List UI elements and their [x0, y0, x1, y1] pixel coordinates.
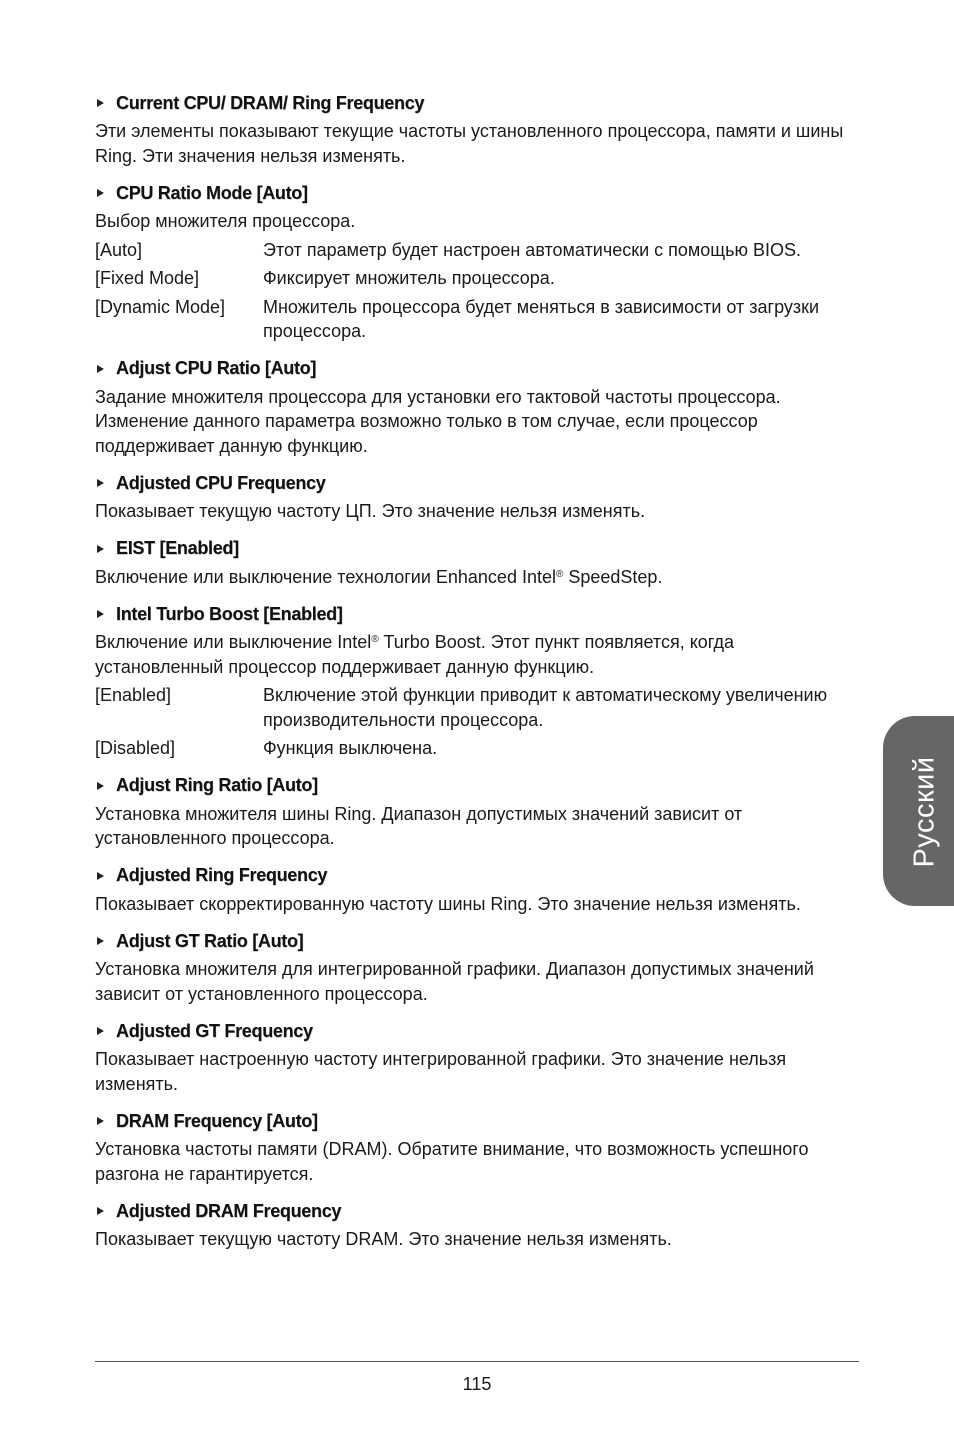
- language-tab-label: Русский: [908, 756, 941, 868]
- page-number: 115: [462, 1374, 492, 1394]
- heading-text: EIST [Enabled]: [116, 538, 239, 558]
- option-value: Этот параметр будет настроен автоматически с помощью BIOS.: [263, 239, 801, 260]
- option-key: [Disabled]: [95, 738, 176, 758]
- option-row: [95, 238, 860, 263]
- section-heading: [95, 537, 860, 561]
- section-heading: [95, 864, 860, 888]
- description-text: SpeedStep.: [563, 566, 663, 587]
- heading-text: Adjust Ring Ratio [Auto]: [116, 775, 318, 795]
- registered-mark: ®: [555, 568, 564, 580]
- option-value: Фиксирует множитель процессора.: [263, 268, 555, 288]
- triangle-bullet-icon: [97, 545, 104, 553]
- heading-text: Current CPU/ DRAM/ Ring Frequency: [116, 92, 425, 113]
- triangle-bullet-icon: [97, 479, 104, 487]
- triangle-bullet-icon: [97, 99, 104, 107]
- section-description: Показывает текущую частоту DRAM. Это значение нельзя изменять.: [95, 1229, 672, 1249]
- option-key: [Fixed Mode]: [95, 268, 200, 288]
- heading-text: Adjusted Ring Frequency: [116, 865, 328, 885]
- section-description: [95, 630, 860, 679]
- triangle-bullet-icon: [97, 782, 104, 790]
- section-description: Эти элементы показывают текущие частоты установленного процессора, памяти и шины Ring. Эти значения нельзя изменять.: [95, 121, 844, 166]
- section-heading: [95, 181, 860, 205]
- description-text: Turbo Boost. Этот пункт появляется, когда установленный процессор поддерживает данную функцию.: [95, 632, 735, 677]
- description-text: Включение или выключение технологии Enhanced Intel: [95, 566, 556, 587]
- heading-text: Adjust GT Ratio [Auto]: [116, 930, 304, 951]
- triangle-bullet-icon: [97, 189, 104, 197]
- heading-text: Intel Turbo Boost [Enabled]: [116, 603, 343, 624]
- section-description: Установка частоты памяти (DRAM). Обратите внимание, что возможность успешного разгона не гарантируется.: [95, 1139, 809, 1184]
- section-heading: [95, 774, 860, 798]
- triangle-bullet-icon: [97, 365, 104, 373]
- section-description: Выбор множителя процессора.: [95, 211, 356, 231]
- heading-text: Adjusted GT Frequency: [116, 1020, 313, 1041]
- triangle-bullet-icon: [97, 872, 104, 880]
- section-cpu-ratio-mode: [95, 181, 860, 344]
- section-eist: [95, 537, 860, 590]
- section-heading: [95, 602, 860, 626]
- option-row: [95, 736, 860, 761]
- option-row: [95, 295, 860, 344]
- heading-text: Adjusted DRAM Frequency: [116, 1200, 342, 1221]
- section-heading: [95, 1019, 860, 1043]
- triangle-bullet-icon: [97, 610, 104, 618]
- section-description: Показывает скорректированную частоту шины Ring. Это значение нельзя изменять.: [95, 893, 801, 914]
- heading-text: DRAM Frequency [Auto]: [116, 1110, 318, 1131]
- triangle-bullet-icon: [97, 937, 104, 945]
- section-adjusted-cpu-frequency: [95, 471, 860, 524]
- description-text: Включение или выключение Intel: [95, 632, 372, 652]
- section-heading: [95, 929, 860, 953]
- section-description: Показывает текущую частоту ЦП. Это значение нельзя изменять.: [95, 501, 646, 521]
- option-value: Множитель процессора будет меняться в зависимости от загрузки процессора.: [263, 296, 820, 341]
- section-description: Установка множителя шины Ring. Диапазон допустимых значений зависит от установленного процессора.: [95, 803, 743, 848]
- section-adjusted-gt-frequency: [95, 1019, 860, 1096]
- heading-text: CPU Ratio Mode [Auto]: [116, 182, 308, 203]
- section-intel-turbo-boost: [95, 602, 860, 761]
- triangle-bullet-icon: [97, 1207, 104, 1215]
- section-adjust-cpu-ratio: [95, 357, 860, 459]
- option-key: [Auto]: [95, 239, 143, 260]
- footer-divider: [95, 1361, 859, 1362]
- heading-text: Adjusted CPU Frequency: [116, 472, 326, 493]
- section-description: Установка множителя для интегрированной графики. Диапазон допустимых значений зависит от установленного процессора.: [95, 959, 814, 1004]
- registered-mark: ®: [371, 634, 379, 645]
- section-current-frequency: [95, 91, 860, 168]
- option-row: [95, 683, 860, 732]
- heading-text: Adjust CPU Ratio [Auto]: [116, 358, 317, 378]
- section-description: Показывает настроенную частоту интегрированной графики. Это значение нельзя изменять.: [95, 1049, 787, 1094]
- section-heading: [95, 91, 860, 115]
- option-value: Функция выключена.: [263, 738, 438, 758]
- option-key: [Enabled]: [95, 685, 172, 705]
- option-row: [95, 266, 860, 291]
- section-dram-frequency: [95, 1109, 860, 1186]
- option-key: [Dynamic Mode]: [95, 296, 226, 317]
- section-description: [95, 565, 860, 590]
- option-value: Включение этой функции приводит к автоматическому увеличению производительности процессора.: [263, 685, 828, 730]
- section-heading: [95, 1199, 860, 1223]
- document-body: [95, 91, 860, 1252]
- section-adjust-ring-ratio: [95, 774, 860, 851]
- section-heading: [95, 471, 860, 495]
- section-adjusted-ring-frequency: [95, 864, 860, 917]
- section-description: Задание множителя процессора для установки его тактовой частоты процессора. Изменение данного параметра возможно только в том случае, если процессор поддерживает данную функцию.: [95, 386, 781, 456]
- section-adjust-gt-ratio: [95, 929, 860, 1006]
- section-heading: [95, 357, 860, 381]
- triangle-bullet-icon: [97, 1117, 104, 1125]
- section-heading: [95, 1109, 860, 1133]
- triangle-bullet-icon: [97, 1027, 104, 1035]
- section-adjusted-dram-frequency: [95, 1199, 860, 1252]
